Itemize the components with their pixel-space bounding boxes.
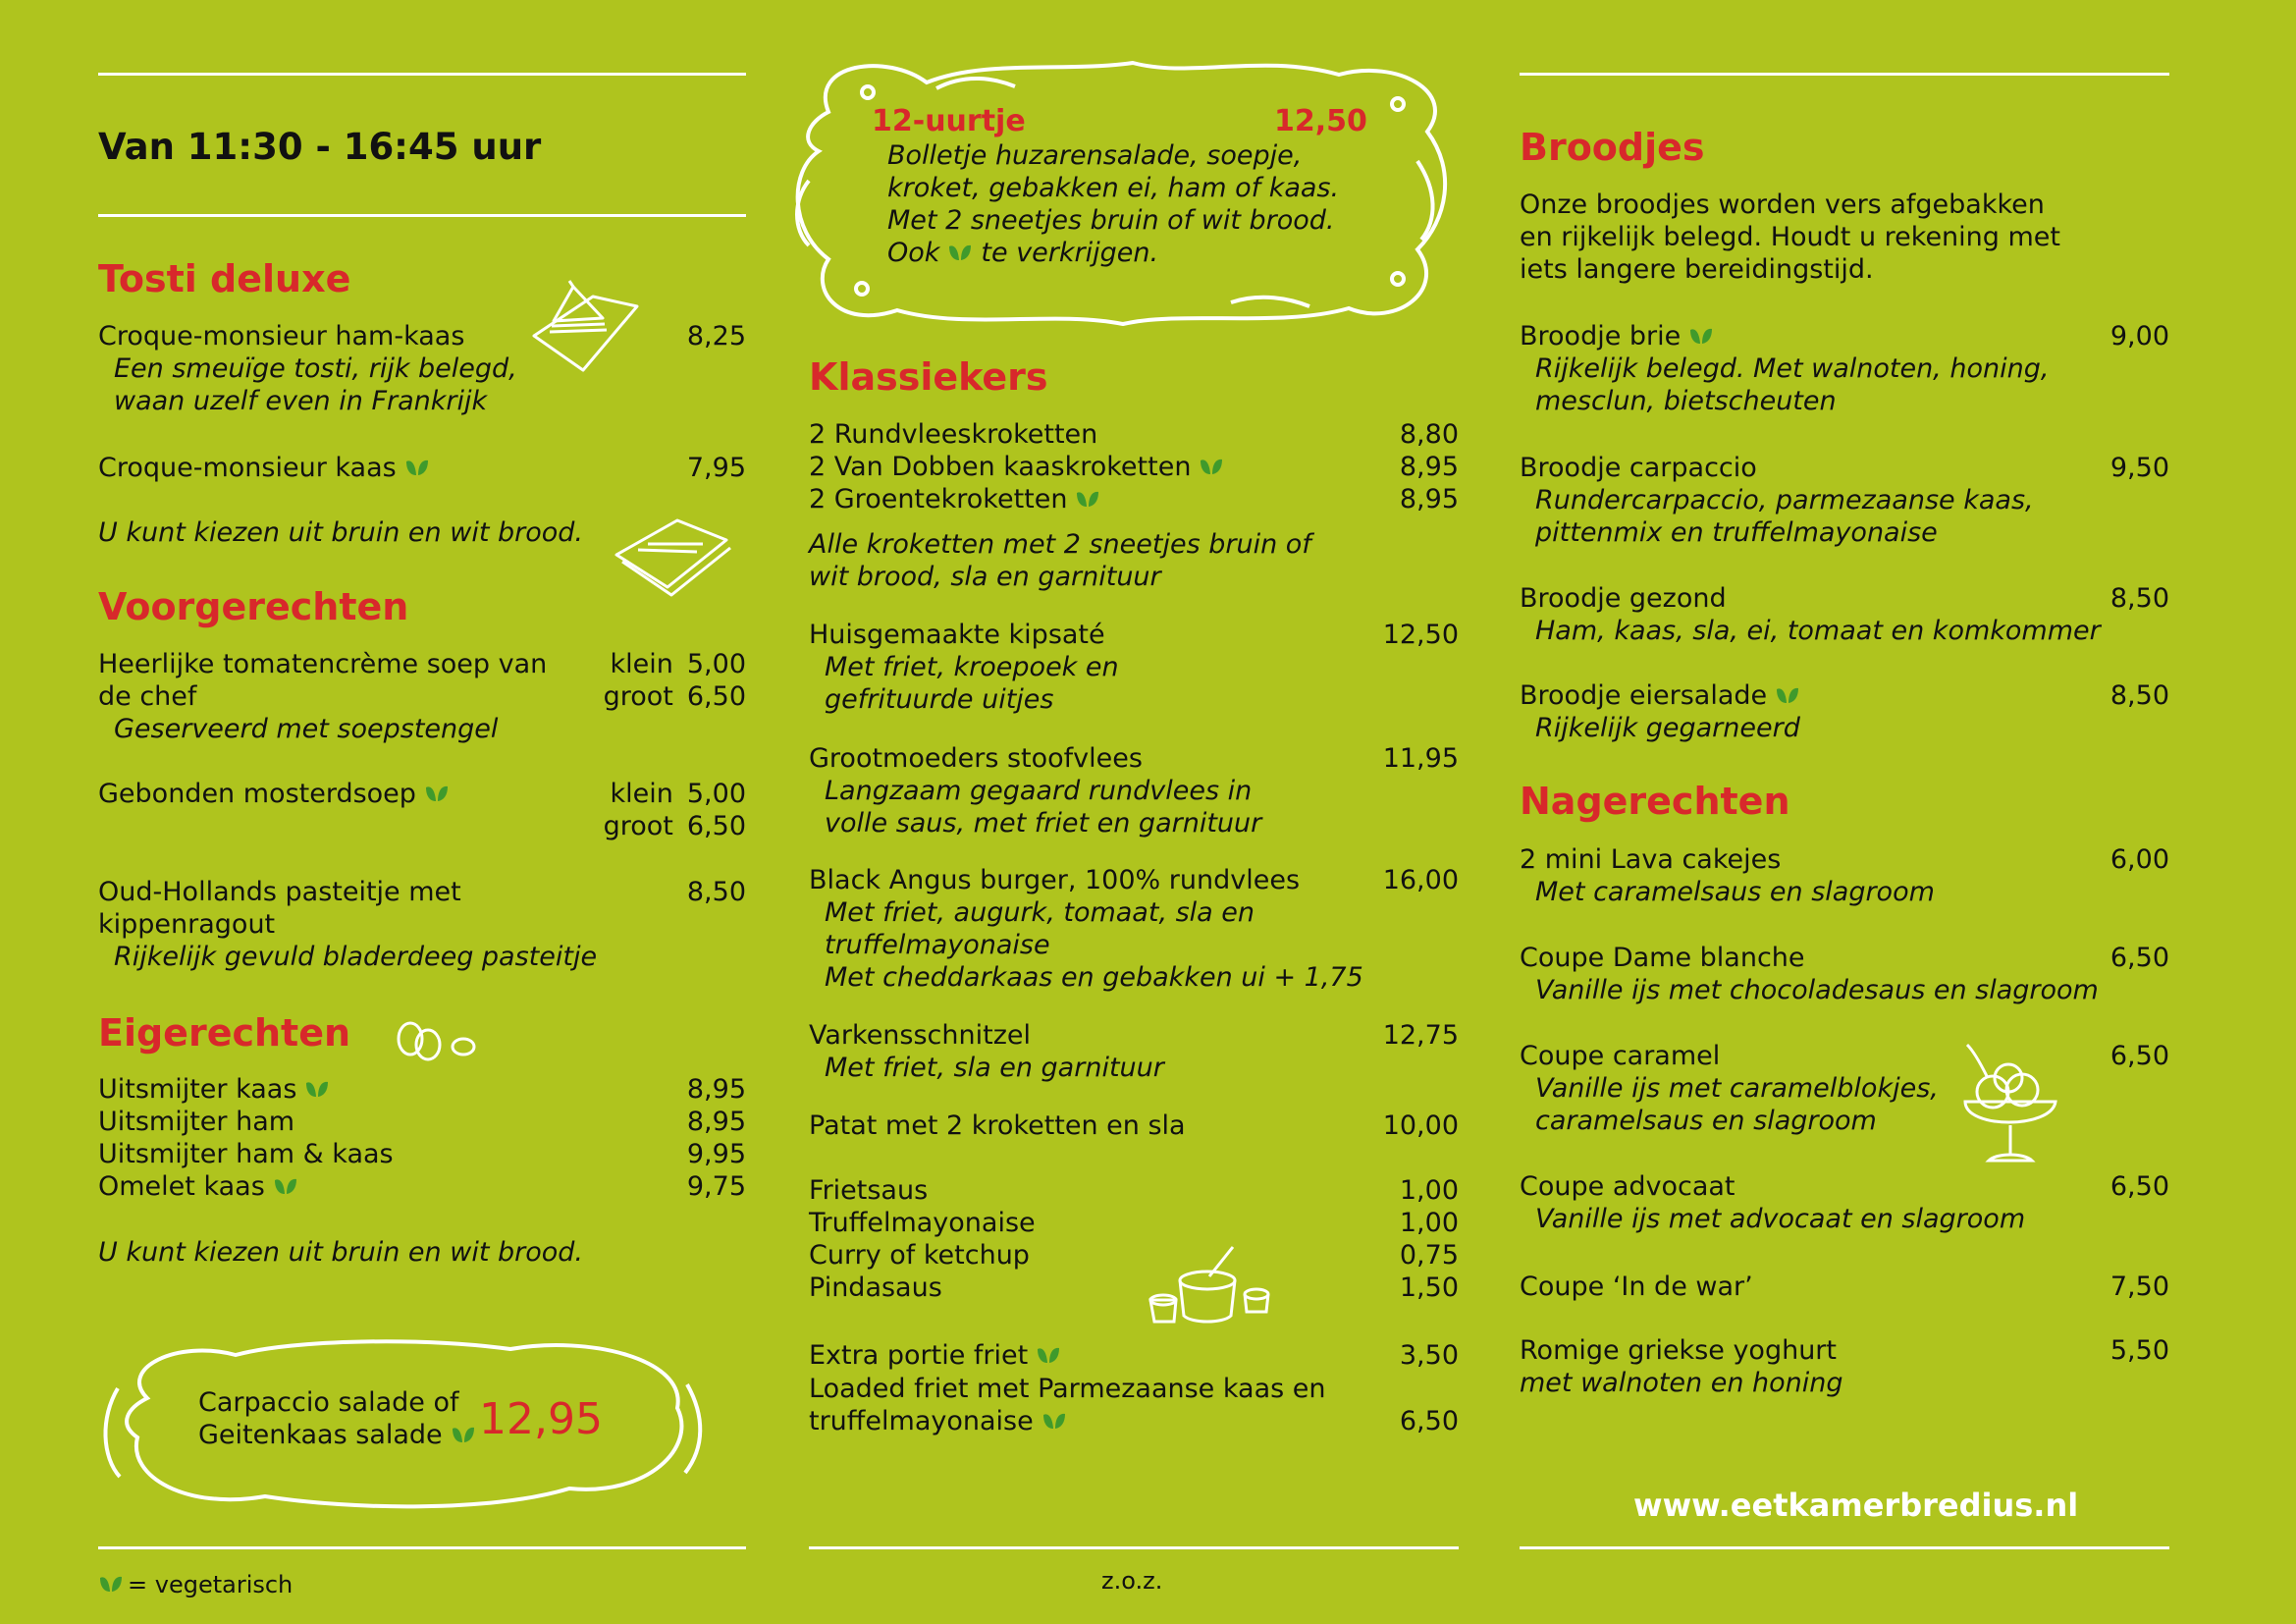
- item-price: 0,75: [1399, 1240, 1459, 1271]
- item-price: 12,50: [1382, 620, 1459, 650]
- menu-item: [98, 1170, 746, 1203]
- leaf-icon: [1199, 458, 1224, 477]
- item-name: de chef: [98, 681, 197, 712]
- size-label: groot: [603, 681, 673, 712]
- divider: [98, 1546, 746, 1549]
- item-description: pittenmix en truffelmayonaise: [1535, 517, 1938, 548]
- website-link[interactable]: www.eetkamerbredius.nl: [1633, 1487, 2079, 1524]
- item-price: 6,50: [686, 811, 746, 841]
- item-description: truffelmayonaise: [825, 930, 1050, 960]
- sauces-list: [809, 1174, 1459, 1304]
- item-price: 12,75: [1382, 1020, 1459, 1051]
- item-price: 6,50: [2109, 1041, 2169, 1071]
- divider: [98, 73, 746, 76]
- item-name: Coupe ‘In de war’: [1520, 1272, 1753, 1302]
- leaf-icon: [1688, 327, 1714, 347]
- item-price: 1,50: [1399, 1272, 1459, 1303]
- broodjes-intro: [1520, 189, 2169, 286]
- item-description: Rijkelijk gegarneerd: [1535, 713, 1800, 743]
- item-price: 8,25: [686, 321, 746, 352]
- item-name: truffelmayonaise: [809, 1406, 1034, 1436]
- salad-line: Geitenkaas salade: [198, 1420, 443, 1450]
- item-price: 16,00: [1382, 865, 1459, 895]
- item-name: Huisgemaakte kipsaté: [809, 620, 1105, 650]
- item-price: 7,95: [686, 453, 746, 483]
- salad-line: Carpaccio salade of: [198, 1387, 459, 1418]
- item-description: gefrituurde uitjes: [825, 684, 1054, 715]
- item-description: mesclun, bietscheuten: [1535, 386, 1837, 416]
- menu-item: [98, 1073, 746, 1106]
- item-description: Vanille ijs met advocaat en slagroom: [1535, 1204, 2026, 1234]
- item-price: 9,50: [2109, 453, 2169, 483]
- item-description: volle saus, met friet en garnituur: [825, 808, 1262, 839]
- menu-item: Uitsmijter ham & kaas 9,95: [98, 1139, 746, 1169]
- item-price: 8,50: [2109, 680, 2169, 711]
- item-name: Black Angus burger, 100% rundvlees: [809, 865, 1301, 895]
- item-description: waan uzelf even in Frankrijk: [114, 386, 488, 416]
- opening-hours: Van 11:30 - 16:45 uur: [98, 126, 542, 168]
- item-name: Broodje gezond: [1520, 583, 1727, 614]
- item-description: Met cheddarkaas en gebakken ui + 1,75: [825, 962, 1363, 993]
- lunch-line: Bolletje huzarensalade, soepje,: [887, 140, 1303, 171]
- menu-item: [98, 876, 746, 973]
- menu-item: [1520, 452, 2169, 549]
- menu-item: [809, 451, 1459, 483]
- menu-item: [809, 1339, 1459, 1372]
- item-description: Geserveerd met soepstengel: [114, 714, 499, 744]
- item-description: Rundercarpaccio, parmezaanse kaas,: [1535, 485, 2034, 515]
- item-description: caramelsaus en slagroom: [1535, 1106, 1877, 1136]
- menu-item: Truffelmayonaise 1,00: [809, 1208, 1459, 1238]
- item-price: 5,00: [686, 649, 746, 679]
- item-price: 8,95: [1399, 484, 1459, 514]
- note-text: U kunt kiezen uit bruin en wit brood.: [98, 517, 583, 548]
- item-name: Coupe Dame blanche: [1520, 943, 1805, 973]
- intro-line: Onze broodjes worden vers afgebakken: [1520, 189, 2045, 220]
- item-price: 8,50: [2109, 583, 2169, 614]
- legend-text: = vegetarisch: [128, 1571, 294, 1598]
- menu-item: [1520, 843, 2169, 908]
- menu-item: [1520, 679, 2169, 744]
- item-name: Oud-Hollands pasteitje met: [98, 877, 461, 907]
- item-description: Met friet, sla en garnituur: [825, 1053, 1164, 1083]
- leaf-icon: [1036, 1346, 1061, 1366]
- leaf-icon: [1075, 490, 1100, 510]
- menu-item: Frietsaus 1,00: [809, 1175, 1459, 1206]
- item-price: 6,50: [686, 681, 746, 712]
- item-description: Langzaam gegaard rundvlees in: [825, 776, 1253, 806]
- item-description: Vanille ijs met chocoladesaus en slagroom: [1535, 975, 2099, 1005]
- item-description: met walnoten en honing: [1520, 1368, 1843, 1398]
- menu-item: [809, 864, 1459, 994]
- item-name: Romige griekse yoghurt: [1520, 1335, 1837, 1366]
- egg-dishes-list: [98, 1073, 746, 1203]
- item-description: Met caramelsaus en slagroom: [1535, 877, 1935, 907]
- item-price: 8,80: [1399, 419, 1459, 450]
- item-name: Heerlijke tomatencrème soep van: [98, 649, 548, 679]
- item-description: Met friet, augurk, tomaat, sla en: [825, 897, 1255, 928]
- section-title-tosti: Tosti deluxe: [98, 257, 351, 300]
- menu-item: [1520, 1334, 2169, 1399]
- menu-item: [98, 648, 746, 745]
- item-description: Rijkelijk gevuld bladerdeeg pasteitje: [114, 942, 598, 972]
- menu-item: [1520, 1271, 2169, 1303]
- item-name: Gebonden mosterdsoep: [98, 779, 416, 809]
- item-name: kippenragout: [98, 909, 276, 940]
- menu-item: [809, 742, 1459, 839]
- leaf-icon: [1775, 686, 1800, 706]
- ice-cream-cup-icon: [1957, 1041, 2065, 1174]
- legend: [98, 1571, 293, 1598]
- toast-icon: [609, 511, 736, 599]
- divider: [809, 1546, 1459, 1549]
- leaf-icon: [304, 1080, 330, 1100]
- item-price: 7,50: [2109, 1272, 2169, 1302]
- item-price: 5,00: [686, 779, 746, 809]
- item-price: 9,75: [686, 1171, 746, 1202]
- item-name: 2 Van Dobben kaaskroketten: [809, 452, 1192, 482]
- item-price: 9,00: [2109, 321, 2169, 352]
- item-description: Vanille ijs met caramelblokjes,: [1535, 1073, 1939, 1104]
- item-name: Broodje carpaccio: [1520, 453, 1757, 483]
- item-price: 5,50: [2109, 1335, 2169, 1366]
- item-name: Omelet kaas: [98, 1171, 265, 1202]
- item-name: Extra portie friet: [809, 1340, 1029, 1371]
- item-price: 6,50: [2109, 1171, 2169, 1202]
- leaf-icon: [404, 459, 430, 478]
- intro-line: en rijkelijk belegd. Houdt u rekening met: [1520, 222, 2061, 252]
- bread-note: [98, 1236, 746, 1269]
- section-title-klassiekers: Klassiekers: [809, 355, 1048, 399]
- item-price: 8,95: [1399, 452, 1459, 482]
- item-name: Coupe caramel: [1520, 1041, 1721, 1071]
- sauce-pot-icon: [1143, 1241, 1280, 1329]
- item-description: Rijkelijk belegd. Met walnoten, honing,: [1535, 353, 2050, 384]
- divider: [1520, 73, 2169, 76]
- item-price: 6,00: [2109, 844, 2169, 875]
- turn-over-note: z.o.z.: [1101, 1567, 1163, 1595]
- item-name: Grootmoeders stoofvlees: [809, 743, 1143, 774]
- lunch-line: Ook: [887, 238, 940, 268]
- item-name: 2 mini Lava cakejes: [1520, 844, 1782, 875]
- item-name: Uitsmijter kaas: [98, 1074, 297, 1105]
- leaf-icon: [451, 1426, 476, 1445]
- note-text: Alle kroketten met 2 sneetjes bruin of: [809, 529, 1311, 560]
- leaf-icon: [424, 785, 450, 804]
- menu-item: 2 Rundvleeskroketten 8,80: [809, 419, 1459, 450]
- item-name: Croque-monsieur kaas: [98, 453, 397, 483]
- intro-line: iets langere bereidingstijd.: [1520, 254, 1874, 285]
- section-title-voorgerechten: Voorgerechten: [98, 585, 409, 628]
- item-price: 8,50: [686, 877, 746, 907]
- item-name: Varkensschnitzel: [809, 1020, 1031, 1051]
- item-price: 10,00: [1382, 1110, 1459, 1141]
- menu-item: Curry of ketchup 0,75: [809, 1240, 1459, 1271]
- section-title-nagerechten: Nagerechten: [1520, 780, 1790, 823]
- menu-item: Uitsmijter ham 8,95: [98, 1107, 746, 1137]
- menu-item: Pindasaus 1,50: [809, 1272, 1459, 1303]
- leaf-icon: [947, 244, 973, 263]
- size-label: klein: [610, 779, 673, 809]
- divider: [98, 214, 746, 217]
- note-text: wit brood, sla en garnituur: [809, 562, 1161, 592]
- note-text: U kunt kiezen uit bruin en wit brood.: [98, 1237, 583, 1268]
- eggs-icon: [393, 1015, 481, 1064]
- item-name: Broodje brie: [1520, 321, 1682, 352]
- item-price: 11,95: [1382, 743, 1459, 774]
- menu-item: [809, 619, 1459, 716]
- item-name: Patat met 2 kroketten en sla: [809, 1110, 1186, 1141]
- menu-item: [1520, 1040, 2169, 1137]
- section-title-broodjes: Broodjes: [1520, 126, 1705, 169]
- item-price: 6,50: [2109, 943, 2169, 973]
- lunch-line: te verkrijgen.: [981, 238, 1159, 268]
- menu-item: [1520, 320, 2169, 417]
- lunch-line: Met 2 sneetjes bruin of wit brood.: [887, 205, 1335, 236]
- item-price: 1,00: [1399, 1208, 1459, 1238]
- menu-item: [809, 1373, 1459, 1437]
- lunch-description: [887, 139, 1398, 269]
- item-name: Loaded friet met Parmezaanse kaas en: [809, 1374, 1326, 1404]
- menu-item: [1520, 1170, 2169, 1235]
- item-price: 1,00: [1399, 1175, 1459, 1206]
- menu-item: [98, 778, 746, 842]
- menu-item: [1520, 582, 2169, 647]
- item-price: 6,50: [1399, 1406, 1459, 1436]
- item-price: 8,95: [686, 1107, 746, 1137]
- lunch-line: kroket, gebakken ei, ham of kaas.: [887, 173, 1340, 203]
- item-description: Een smeuïge tosti, rijk belegd,: [114, 353, 517, 384]
- size-label: klein: [610, 649, 673, 679]
- item-price: 8,95: [686, 1074, 746, 1105]
- leaf-icon: [273, 1177, 298, 1197]
- menu-item: [809, 1110, 1459, 1142]
- item-name: Coupe advocaat: [1520, 1171, 1735, 1202]
- menu-item: [98, 320, 746, 417]
- menu-item: [809, 1019, 1459, 1084]
- size-label: groot: [603, 811, 673, 841]
- leaf-icon: [1041, 1412, 1067, 1432]
- menu-item: [1520, 942, 2169, 1006]
- item-description: Met friet, kroepoek en: [825, 652, 1119, 682]
- lunch-price: 12,50: [1274, 104, 1367, 138]
- item-price: 9,95: [686, 1139, 746, 1169]
- divider: [1520, 1546, 2169, 1549]
- item-name: Croque-monsieur ham-kaas: [98, 321, 465, 352]
- section-title-eigerechten: Eigerechten: [98, 1011, 351, 1055]
- item-name: Broodje eiersalade: [1520, 680, 1768, 711]
- menu-item: [809, 483, 1459, 515]
- croquettes-note: [809, 528, 1459, 593]
- item-price: 3,50: [1399, 1340, 1459, 1371]
- item-name: 2 Groentekroketten: [809, 484, 1068, 514]
- leaf-icon: [98, 1575, 124, 1595]
- menu-item: [98, 452, 746, 484]
- salad-price: 12,95: [479, 1394, 603, 1444]
- lunch-title: 12-uurtje: [872, 104, 1026, 138]
- item-description: Ham, kaas, sla, ei, tomaat en komkommer: [1535, 616, 2101, 646]
- croquettes-list: [809, 418, 1459, 515]
